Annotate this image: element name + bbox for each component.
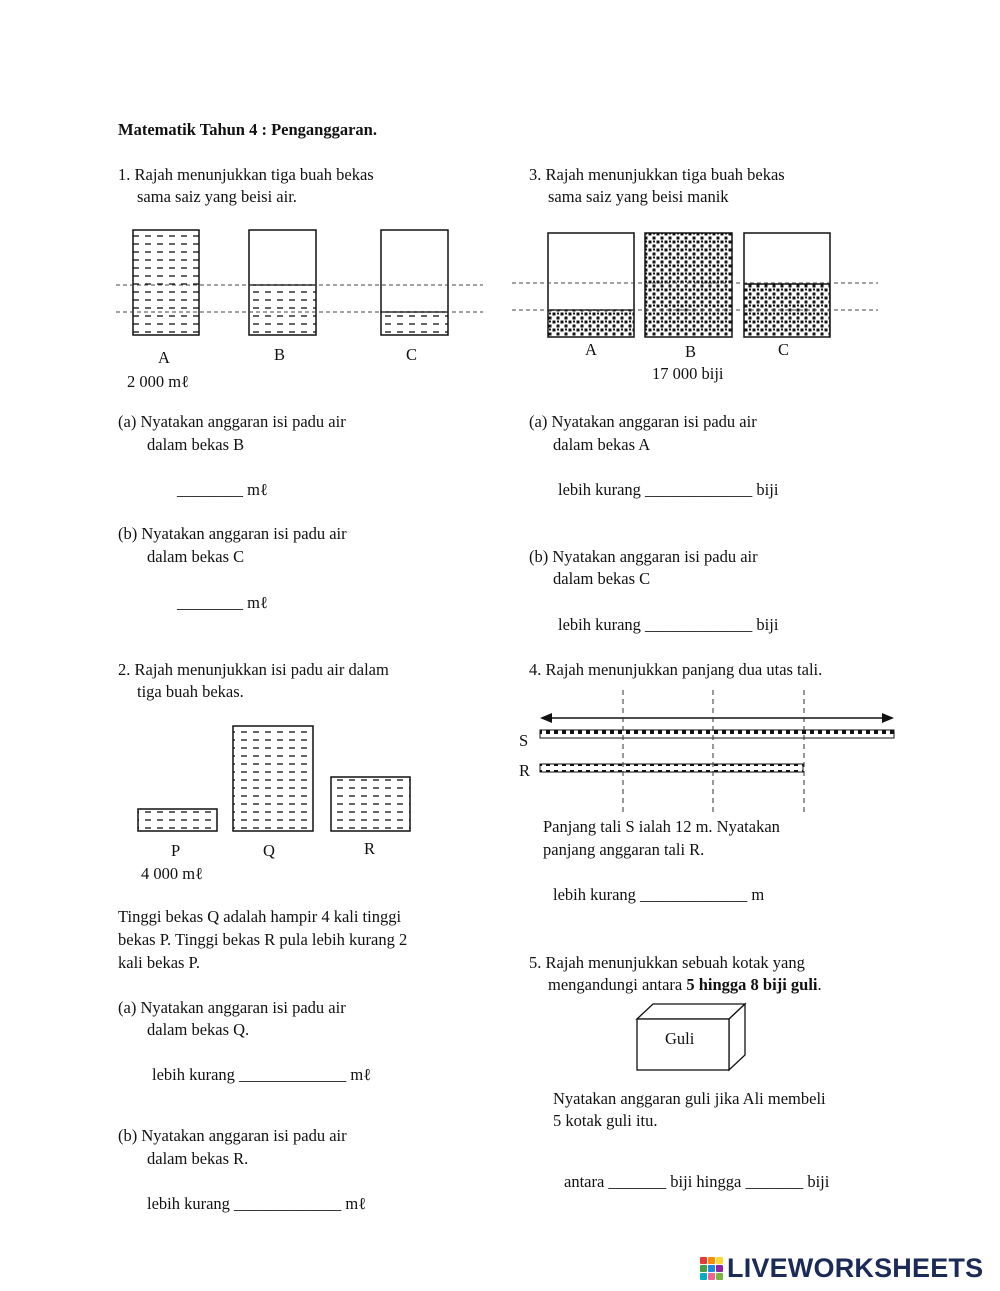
q3-stem-line-1: 3. Rajah menunjukkan tiga buah bekas <box>529 165 785 184</box>
liveworksheets-logo-text: LIVEWORKSHEETS <box>727 1252 984 1283</box>
q1-label-b: B <box>274 345 286 364</box>
q2-a-answer-blank[interactable]: lebih kurang _____________ mℓ <box>152 1065 372 1084</box>
q4-rope-r <box>540 764 803 772</box>
q4-stem: 4. Rajah menunjukkan panjang dua utas tali. <box>529 660 823 679</box>
q2-a-line-2: dalam bekas Q. <box>147 1020 250 1039</box>
q2-stem-line-2: tiga buah bekas. <box>137 682 244 701</box>
q2-given-volume: 4 000 mℓ <box>141 864 203 883</box>
q2-b-line-1: (b) Nyatakan anggaran isi padu air <box>118 1126 347 1145</box>
q2-label-p: P <box>171 841 181 860</box>
q5-stem-line-1: 5. Rajah menunjukkan sebuah kotak yang <box>529 953 805 972</box>
worksheet-title: Matematik Tahun 4 : Penganggaran. <box>118 120 377 139</box>
q4-info-line-2: panjang anggaran tali R. <box>543 840 705 859</box>
q3-containers <box>512 233 878 337</box>
q1-container-b-water <box>249 285 316 335</box>
q3-stem-line-2: sama saiz yang beisi manik <box>548 187 729 206</box>
q1-label-c: C <box>406 345 418 364</box>
q1-container-a-water <box>133 230 199 335</box>
q3-label-c: C <box>778 340 790 359</box>
q3-container-a-beads <box>548 310 634 337</box>
q5-stem-line-2 <box>548 973 822 996</box>
q1-given-volume: 2 000 mℓ <box>127 372 189 391</box>
q1-stem-line-1: 1. Rajah menunjukkan tiga buah bekas <box>118 165 374 184</box>
q1-containers <box>116 230 483 335</box>
q2-b-answer-blank[interactable]: lebih kurang _____________ mℓ <box>147 1194 367 1213</box>
q1-container-c-water <box>381 312 448 335</box>
q1-label-a: A <box>158 348 170 367</box>
q5-stem-prefix: mengandungi antara <box>548 975 687 994</box>
q3-b-answer-blank[interactable]: lebih kurang _____________ biji <box>558 615 779 634</box>
q4-info-line-1: Panjang tali S ialah 12 m. Nyatakan <box>543 817 780 836</box>
q4-answer-blank[interactable]: lebih kurang _____________ m <box>553 885 765 904</box>
q1-a-line-2: dalam bekas B <box>147 435 245 454</box>
q2-container-q-water <box>233 726 313 831</box>
q3-b-line-1: (b) Nyatakan anggaran isi padu air <box>529 547 758 566</box>
q1-stem-line-2: sama saiz yang beisi air. <box>137 187 297 206</box>
q5-info-line-2: 5 kotak guli itu. <box>553 1111 658 1130</box>
liveworksheets-logo[interactable] <box>700 1253 983 1283</box>
q3-a-line-1: (a) Nyatakan anggaran isi padu air <box>529 412 757 431</box>
q4-label-r: R <box>519 761 531 780</box>
q4-arrow-right-head <box>882 713 894 723</box>
q1-b-line-1: (b) Nyatakan anggaran isi padu air <box>118 524 347 543</box>
q1-b-answer-blank[interactable]: ________ mℓ <box>177 593 268 612</box>
q5-stem-bold: 5 hingga 8 biji guli <box>686 975 818 994</box>
q3-container-b-beads <box>645 233 732 337</box>
q2-containers <box>138 726 410 831</box>
q4-arrow-left-head <box>540 713 552 723</box>
q3-a-line-2: dalam bekas A <box>553 435 651 454</box>
q5-info-line-1: Nyatakan anggaran guli jika Ali membeli <box>553 1089 826 1108</box>
liveworksheets-grid-icon <box>700 1257 723 1280</box>
q2-info-line-3: kali bekas P. <box>118 953 201 972</box>
q2-stem-line-1: 2. Rajah menunjukkan isi padu air dalam <box>118 660 389 679</box>
q2-container-r-water <box>331 777 410 831</box>
q1-a-line-1: (a) Nyatakan anggaran isi padu air <box>118 412 346 431</box>
q3-given-count: 17 000 biji <box>652 364 724 383</box>
q2-a-line-1: (a) Nyatakan anggaran isi padu air <box>118 998 346 1017</box>
q2-container-p-water <box>138 809 217 831</box>
q2-b-line-2: dalam bekas R. <box>147 1149 249 1168</box>
q3-a-answer-blank[interactable]: lebih kurang _____________ biji <box>558 480 779 499</box>
q2-info-line-1: Tinggi bekas Q adalah hampir 4 kali tinggi <box>118 907 402 926</box>
q5-answer-blank[interactable]: antara _______ biji hingga _______ biji <box>564 1172 830 1191</box>
q3-label-a: A <box>585 340 597 359</box>
q2-label-r: R <box>364 839 376 858</box>
q4-label-s: S <box>519 731 529 750</box>
q3-label-b: B <box>685 342 697 361</box>
q1-b-line-2: dalam bekas C <box>147 547 245 566</box>
q4-rope-diagram <box>540 690 894 812</box>
q5-stem-suffix: . <box>817 975 822 994</box>
q4-rope-s <box>540 730 894 738</box>
q1-a-answer-blank[interactable]: ________ mℓ <box>177 480 268 499</box>
q2-info-line-2: bekas P. Tinggi bekas R pula lebih kurang 2 <box>118 930 408 949</box>
q2-label-q: Q <box>263 841 275 860</box>
q3-b-line-2: dalam bekas C <box>553 569 651 588</box>
q5-box-label: Guli <box>665 1029 695 1048</box>
